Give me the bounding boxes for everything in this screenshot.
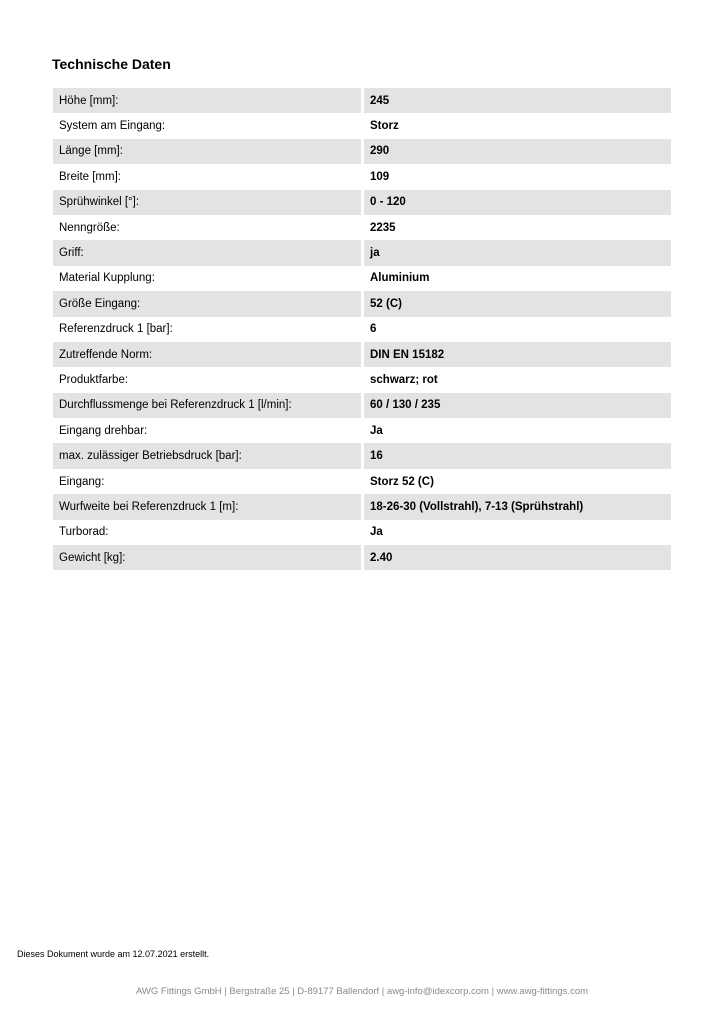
spec-value: 0 - 120 xyxy=(364,190,671,215)
spec-value: Storz 52 (C) xyxy=(364,469,671,494)
spec-row-gewicht xyxy=(53,545,671,570)
spec-row-wurfweite xyxy=(53,494,671,519)
spec-value: Storz xyxy=(364,113,671,138)
spec-row-spruehwinkel xyxy=(53,190,671,215)
spec-label: Referenzdruck 1 [bar]: xyxy=(53,317,364,342)
spec-label: Nenngröße: xyxy=(53,215,364,240)
spec-row-eingang xyxy=(53,469,671,494)
spec-row-griff xyxy=(53,240,671,265)
creation-date-note: Dieses Dokument wurde am 12.07.2021 erstellt. xyxy=(17,949,210,959)
spec-row-material-kupplung xyxy=(53,266,671,291)
spec-row-referenzdruck xyxy=(53,317,671,342)
spec-label: max. zulässiger Betriebsdruck [bar]: xyxy=(53,443,364,468)
spec-row-hoehe xyxy=(53,88,671,113)
spec-value: schwarz; rot xyxy=(364,367,671,392)
page-title: Technische Daten xyxy=(52,56,171,72)
spec-row-groesse-eingang xyxy=(53,291,671,316)
spec-value: 18-26-30 (Vollstrahl), 7-13 (Sprühstrahl) xyxy=(364,494,671,519)
spec-value: 2.40 xyxy=(364,545,671,570)
spec-row-system xyxy=(53,113,671,138)
spec-value: 2235 xyxy=(364,215,671,240)
spec-row-laenge xyxy=(53,139,671,164)
spec-value: DIN EN 15182 xyxy=(364,342,671,367)
spec-row-breite xyxy=(53,164,671,189)
spec-table xyxy=(53,88,671,570)
spec-value: Ja xyxy=(364,418,671,443)
spec-value: 290 xyxy=(364,139,671,164)
spec-label: Produktfarbe: xyxy=(53,367,364,392)
spec-value: Aluminium xyxy=(364,266,671,291)
spec-row-eingang-drehbar xyxy=(53,418,671,443)
spec-label: Wurfweite bei Referenzdruck 1 [m]: xyxy=(53,494,364,519)
spec-label: Höhe [mm]: xyxy=(53,88,364,113)
spec-row-durchflussmenge xyxy=(53,393,671,418)
spec-row-betriebsdruck xyxy=(53,443,671,468)
spec-label: Breite [mm]: xyxy=(53,164,364,189)
spec-value: ja xyxy=(364,240,671,265)
spec-label: System am Eingang: xyxy=(53,113,364,138)
spec-row-turborad xyxy=(53,520,671,545)
spec-value: 60 / 130 / 235 xyxy=(364,393,671,418)
spec-label: Größe Eingang: xyxy=(53,291,364,316)
spec-label: Durchflussmenge bei Referenzdruck 1 [l/min]: xyxy=(53,393,364,418)
spec-label: Gewicht [kg]: xyxy=(53,545,364,570)
spec-label: Eingang drehbar: xyxy=(53,418,364,443)
spec-label: Sprühwinkel [°]: xyxy=(53,190,364,215)
spec-row-nenngroesse xyxy=(53,215,671,240)
spec-value: Ja xyxy=(364,520,671,545)
spec-value: 16 xyxy=(364,443,671,468)
spec-label: Länge [mm]: xyxy=(53,139,364,164)
spec-label: Material Kupplung: xyxy=(53,266,364,291)
spec-row-norm xyxy=(53,342,671,367)
spec-value: 52 (C) xyxy=(364,291,671,316)
spec-row-produktfarbe xyxy=(53,367,671,392)
spec-label: Eingang: xyxy=(53,469,364,494)
spec-label: Zutreffende Norm: xyxy=(53,342,364,367)
spec-value: 245 xyxy=(364,88,671,113)
spec-label: Griff: xyxy=(53,240,364,265)
spec-label: Turborad: xyxy=(53,520,364,545)
spec-value: 6 xyxy=(364,317,671,342)
company-footer: AWG Fittings GmbH | Bergstraße 25 | D-89177 Ballendorf | awg-info@idexcorp.com | www.awg-fittings.com xyxy=(135,986,589,997)
spec-value: 109 xyxy=(364,164,671,189)
